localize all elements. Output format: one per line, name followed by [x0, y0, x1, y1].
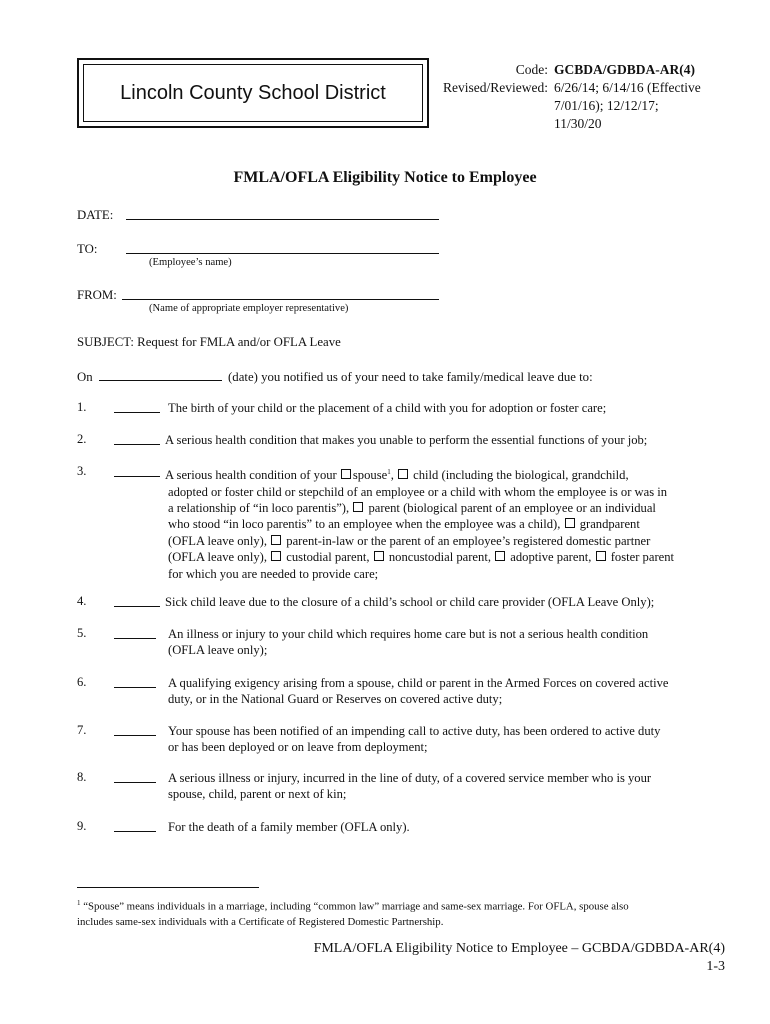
item-number: 7. [77, 723, 87, 737]
revised-line-2: 7/01/16); 12/12/17; [554, 98, 659, 113]
adoptive-parent-label: adoptive parent, [510, 550, 592, 565]
revised-row-3 [436, 115, 736, 133]
item-3-part: a relationship of “in loco parentis”), [168, 501, 350, 515]
item-blank[interactable] [114, 820, 156, 832]
item-number: 3. [77, 464, 87, 478]
foster-parent-label: foster parent [610, 550, 675, 565]
item-number: 4. [77, 594, 87, 608]
footnote-line: includes same-sex individuals with a Certificate of Registered Domestic Partnership. [77, 915, 444, 928]
item-blank[interactable] [114, 627, 156, 639]
to-note: (Employee’s name) [149, 257, 232, 268]
item-number: 8. [77, 770, 87, 784]
intro-line [77, 369, 737, 385]
item-text: Sick child leave due to the closure of a child’s school or child care provider (OFLA Leave Only); [165, 595, 655, 609]
footnote-ref: 1 [387, 468, 391, 476]
to-line[interactable] [126, 253, 439, 254]
item-blank[interactable] [114, 771, 156, 783]
item-line: duty, or in the National Guard or Reserves on covered active duty; [168, 692, 503, 707]
item-blank[interactable] [114, 724, 156, 736]
item-text: For the death of a family member (OFLA only). [168, 820, 410, 834]
item-3-line: adopted or foster child or stepchild of an employee or a child with whom the employee is or was in [168, 484, 668, 499]
item-blank[interactable] [114, 433, 160, 445]
noncustodial-parent-label: noncustodial parent, [388, 550, 491, 565]
item-text: The birth of your child or the placement of a child with you for adoption or foster care; [168, 401, 607, 415]
parent-label: parent (biological parent of an employee or an individual [368, 501, 656, 515]
grandparent-checkbox[interactable] [565, 518, 575, 528]
item-line: (OFLA leave only); [168, 643, 268, 658]
comma: , [390, 468, 394, 483]
item-3-part: (OFLA leave only), [168, 550, 267, 565]
parent-in-law-checkbox[interactable] [271, 535, 281, 545]
item-text [168, 626, 728, 659]
item-blank[interactable] [114, 401, 160, 413]
date-label: DATE: [77, 208, 114, 222]
item-line: An illness or injury to your child which requires home care but is not a serious health condition [168, 627, 649, 641]
intro-on: On [77, 370, 93, 384]
item-number: 1. [77, 400, 87, 414]
item-line: or has been deployed or on leave from deployment; [168, 740, 428, 755]
footnote-line: “Spouse” means individuals in a marriage, including “common law” marriage and same-sex marriage. For OFLA, spouse also [83, 900, 629, 913]
item-text [168, 723, 728, 756]
item-blank[interactable] [114, 595, 160, 607]
item-number: 2. [77, 432, 87, 446]
revised-row-2 [436, 97, 736, 115]
child-checkbox[interactable] [398, 469, 408, 479]
district-name: Lincoln County School District [120, 81, 386, 104]
subject-line: SUBJECT: Request for FMLA and/or OFLA Leave [77, 335, 341, 349]
item-number: 9. [77, 819, 87, 833]
intro-date-blank[interactable] [99, 369, 222, 381]
footnote [77, 896, 727, 930]
revised-line-3: 11/30/20 [554, 116, 602, 131]
from-label: FROM: [77, 288, 117, 302]
item-text [168, 770, 728, 803]
custodial-parent-label: custodial parent, [286, 550, 370, 565]
item-number: 6. [77, 675, 87, 689]
page-footer [314, 940, 725, 976]
grandparent-label: grandparent [579, 517, 640, 532]
from-line[interactable] [122, 299, 439, 300]
child-label: child (including the biological, grandchild, [413, 468, 629, 483]
item-line: A serious illness or injury, incurred in the line of duty, of a covered service member who is your [168, 771, 652, 785]
revised-label: Revised/Reviewed: [443, 80, 548, 95]
custodial-parent-checkbox[interactable] [271, 551, 281, 561]
item-blank[interactable] [114, 465, 160, 477]
item-3-part: who stood “in loco parentis” to an employee when the employee was a child), [168, 517, 561, 532]
revised-line-1: 6/26/14; 6/14/16 (Effective [554, 80, 701, 95]
code-row [436, 61, 736, 79]
district-box-inner [83, 64, 423, 122]
page-title: FMLA/OFLA Eligibility Notice to Employee [233, 169, 537, 186]
item-blank[interactable] [114, 676, 156, 688]
item-3-part: A serious health condition of your [165, 468, 337, 483]
date-line[interactable] [126, 219, 439, 220]
item-3-line: for which you are needed to provide care; [168, 566, 379, 581]
item-3-part: (OFLA leave only), [168, 533, 267, 548]
parent-checkbox[interactable] [353, 502, 363, 512]
item-line: spouse, child, parent or next of kin; [168, 787, 347, 802]
item-line: A qualifying exigency arising from a spouse, child or parent in the Armed Forces on covered active [168, 676, 669, 690]
footnote-mark: 1 [77, 899, 81, 907]
intro-rest: (date) you notified us of your need to take family/medical leave due to: [228, 370, 593, 384]
to-label: TO: [77, 242, 98, 256]
code-label: Code: [515, 62, 548, 77]
code-value: GCBDA/GDBDA-AR(4) [554, 62, 695, 77]
adoptive-parent-checkbox[interactable] [495, 551, 505, 561]
item-line: Your spouse has been notified of an impending call to active duty, has been ordered to active duty [168, 724, 661, 738]
district-box [77, 58, 429, 128]
spouse-label: spouse [352, 468, 388, 483]
item-text [168, 675, 728, 708]
item-3-text [165, 464, 728, 582]
parent-in-law-label: parent-in-law or the parent of an employee’s registered domestic partner [286, 533, 651, 548]
page-number: 1-3 [706, 959, 725, 974]
foster-parent-checkbox[interactable] [596, 551, 606, 561]
code-block [436, 61, 736, 133]
from-note: (Name of appropriate employer representative) [149, 303, 349, 314]
revised-row [436, 79, 736, 97]
item-number: 5. [77, 626, 87, 640]
noncustodial-parent-checkbox[interactable] [374, 551, 384, 561]
spouse-checkbox[interactable] [341, 469, 351, 479]
item-text: A serious health condition that makes you unable to perform the essential functions of your job; [165, 433, 648, 447]
footer-title: FMLA/OFLA Eligibility Notice to Employee – GCBDA/GDBDA-AR(4) [313, 941, 725, 956]
footnote-rule [77, 887, 259, 888]
